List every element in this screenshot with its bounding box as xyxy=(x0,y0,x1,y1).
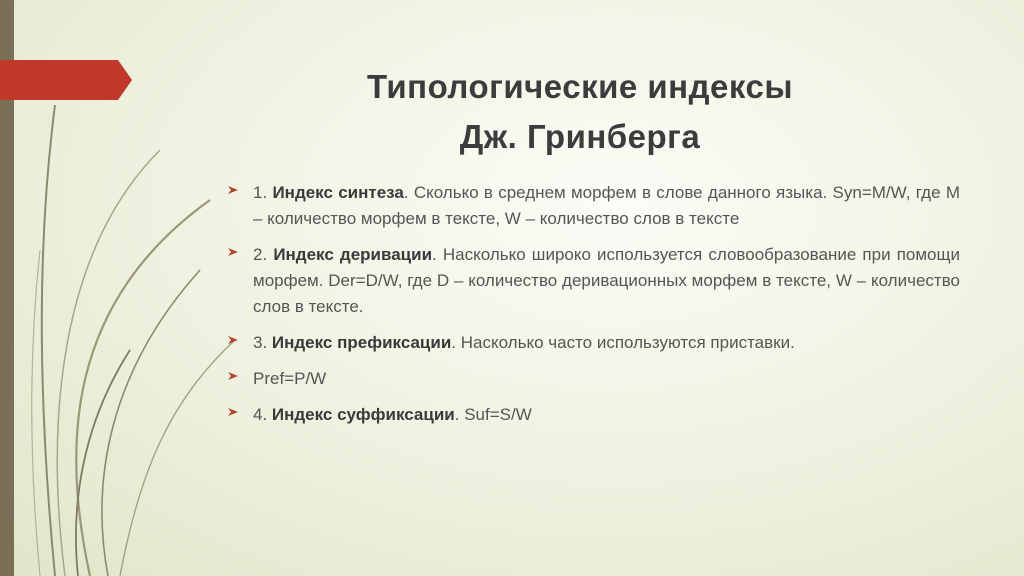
bullet-suffixation-index: 4. Индекс суффиксации. Suf=S/W xyxy=(225,402,960,428)
triangle-arrow-icon xyxy=(227,184,239,196)
title-line-1: Типологические индексы xyxy=(366,68,794,105)
triangle-arrow-icon xyxy=(227,370,239,382)
bullet-prefixation-index: 3. Индекс префиксации. Насколько часто используются приставки. xyxy=(225,330,960,356)
title-accent-arrow xyxy=(0,60,132,100)
decorative-curves xyxy=(0,0,260,576)
triangle-arrow-icon xyxy=(227,246,239,258)
page-title xyxy=(260,62,900,162)
bullet-prefixation-formula: Pref=P/W xyxy=(225,366,960,392)
triangle-arrow-icon xyxy=(227,334,239,346)
bullet-derivation-index: 2. Индекс деривации. Насколько широко используется словообразование при помощи морфем. Der=D/W, где D – количество деривационных морфем в тексте, W – количество слов в тексте. xyxy=(225,242,960,320)
bullet-list xyxy=(225,180,960,438)
triangle-arrow-icon xyxy=(227,406,239,418)
bullet-synthesis-index: 1. Индекс синтеза. Сколько в среднем морфем в слове данного языка. Syn=M/W, где M – количество морфем в тексте, W – количество слов в тексте xyxy=(225,180,960,232)
title-line-2: Дж. Гринберга xyxy=(459,118,701,155)
